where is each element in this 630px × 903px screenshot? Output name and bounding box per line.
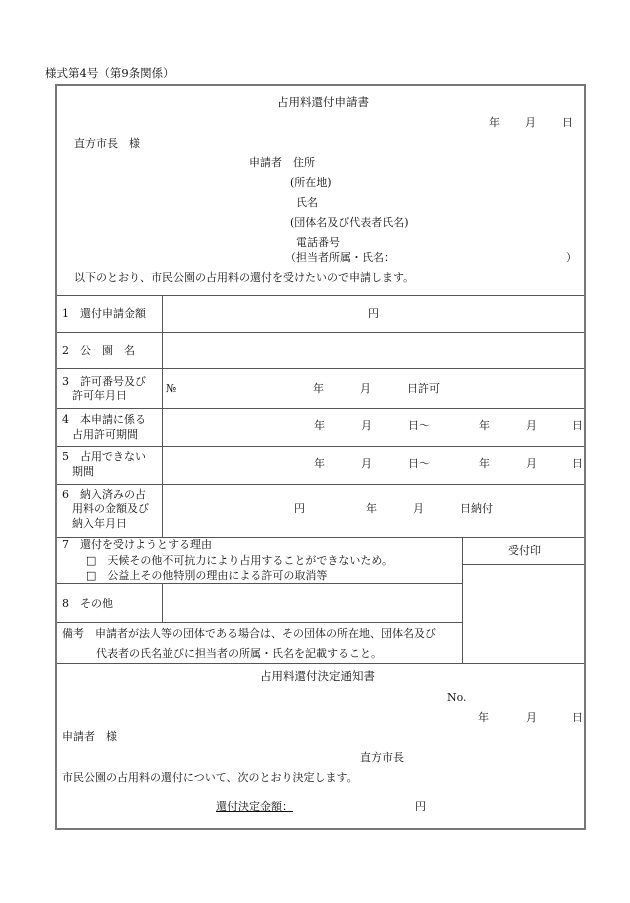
refund-amount-label: 1 還付申請金額 (62, 307, 146, 320)
name-label: 氏名 (296, 196, 318, 209)
reason-label: 7 還付を受けようとする理由 (62, 538, 212, 551)
notice-number: No. (447, 691, 467, 704)
notice-date-month: 月 (526, 711, 537, 724)
contact-label: （担当者所属・氏名： (285, 251, 395, 264)
date-day: 日 (562, 116, 573, 129)
other-label: 8 その他 (62, 597, 113, 610)
refund-decision-yen: 円 (415, 800, 426, 813)
permit-day: 日許可 (407, 382, 440, 395)
notice-date-day: 日 (572, 711, 583, 724)
notice-addressee: 申請者 様 (62, 730, 117, 743)
date-year: 年 (489, 116, 500, 129)
stamp-header: 受付印 (508, 544, 541, 557)
remarks-line1: 備考 申請者が法人等の団体である場合は、その団体の所在地、団体名及び (62, 627, 436, 640)
permit-period-end-year: 年 (479, 419, 490, 432)
divider-row8 (57, 622, 462, 623)
remarks-line2: 代表者の氏名並びに担当者の所属・氏名を記載すること。 (96, 647, 382, 660)
label-column-divider-row8 (162, 583, 163, 622)
permit-period-end-month: 月 (526, 419, 537, 432)
unusable-end-year: 年 (479, 457, 490, 470)
unusable-period-label-line2: 期間 (72, 465, 94, 478)
paid-fee-label-line2: 用料の金額及び (72, 502, 149, 515)
paid-fee-label-line1: 6 納入済みの占 (62, 488, 146, 501)
stamp-column-divider (462, 537, 463, 663)
notice-statement: 市民公園の占用料の還付について、次のとおり決定します。 (62, 771, 358, 784)
refund-decision-amount-label: 還付決定金額： (216, 800, 293, 813)
unusable-period-label-line1: 5 占用できない (62, 450, 146, 463)
form-number-label: 様式第4号（第9条関係） (45, 66, 175, 80)
permit-period-start-year: 年 (314, 419, 325, 432)
permit-period-start-day: 日～ (408, 419, 430, 432)
notice-date-year: 年 (478, 711, 489, 724)
application-title: 占用料還付申請書 (277, 95, 369, 109)
phone-label: 電話番号 (296, 236, 340, 249)
refund-decision-amount (216, 801, 428, 812)
notice-title: 占用料還付決定通知書 (260, 669, 375, 683)
addressee: 直方市長 様 (74, 137, 140, 150)
unusable-end-day: 日 (572, 457, 583, 470)
label-column-divider (162, 295, 163, 537)
org-note: (団体名及び代表者氏名) (290, 216, 409, 229)
paid-month: 月 (413, 502, 424, 515)
unusable-end-month: 月 (526, 457, 537, 470)
paid-fee-label-line3: 納入年月日 (72, 517, 127, 530)
park-name-label: 2 公 園 名 (62, 344, 135, 357)
reason-option-force-majeure[interactable]: □ 天候その他不可抗力により占用することができないため。 (86, 554, 393, 567)
permit-number: № (166, 382, 177, 395)
reason-option-permit-cancel[interactable]: □ 公益上その他特別の理由による許可の取消等 (86, 569, 328, 582)
permit-label-line2: 許可年月日 (72, 389, 127, 402)
permit-month: 月 (360, 382, 371, 395)
permit-label-line1: 3 許可番号及び (62, 375, 146, 388)
refund-amount-yen: 円 (368, 307, 379, 320)
divider-stamp-header (462, 564, 584, 565)
permit-year: 年 (313, 382, 324, 395)
permit-period-label-line2: 占用許可期間 (72, 428, 138, 441)
permit-period-label-line1: 4 本申請に係る (62, 413, 146, 426)
divider-row4 (57, 446, 584, 447)
divider-row1 (57, 332, 584, 333)
unusable-start-year: 年 (314, 457, 325, 470)
date-month: 月 (525, 116, 536, 129)
permit-period-start-month: 月 (361, 419, 372, 432)
paid-year: 年 (366, 502, 377, 515)
paid-fee-yen: 円 (294, 502, 305, 515)
location-note: (所在地) (290, 176, 332, 189)
divider-row2 (57, 368, 584, 369)
notice-issuer: 直方市長 (360, 751, 404, 764)
divider-row7 (57, 583, 462, 584)
applicant-address-label: 申請者 住所 (249, 156, 315, 169)
divider-row3 (57, 408, 584, 409)
unusable-start-month: 月 (361, 457, 372, 470)
divider-row5 (57, 484, 584, 485)
application-statement: 以下のとおり、市民公園の占用料の還付を受けたいので申請します。 (74, 271, 415, 284)
paid-day: 日納付 (460, 502, 493, 515)
permit-period-end-day: 日 (572, 419, 583, 432)
contact-close: ） (566, 251, 577, 264)
divider-top-section (57, 295, 584, 296)
unusable-start-day: 日～ (408, 457, 430, 470)
divider-notice (57, 663, 584, 664)
